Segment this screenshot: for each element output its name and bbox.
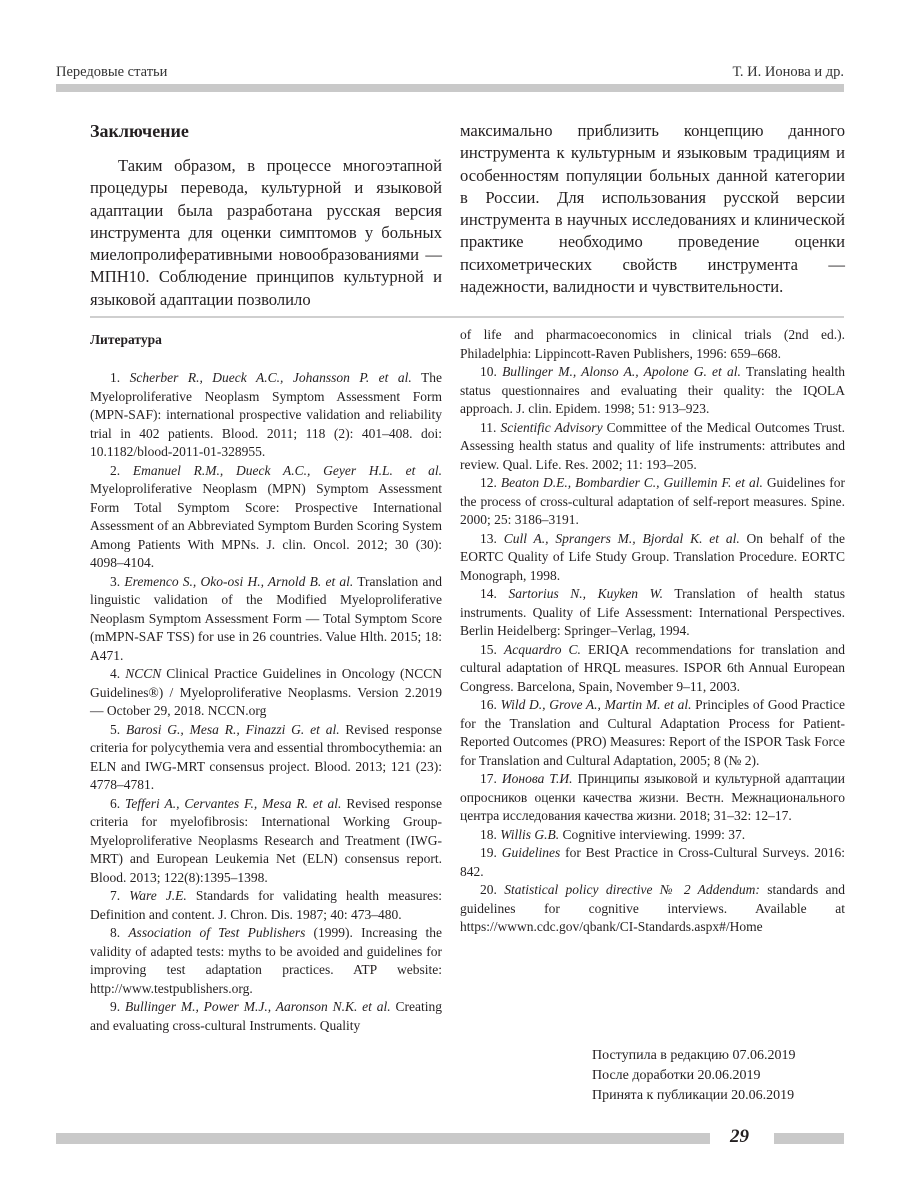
reference-number: 16.: [480, 697, 497, 712]
running-header-authors: Т. И. Ионова и др.: [732, 64, 844, 80]
reference-text: The Myeloproliferative Neoplasm Symptom Assessment Form (MPN-SAF): international prospective validation and reliability trial in 402 patients. Blood. 2011; 118 (2): 401–408. doi: 10.1182/blood-2011-01-328955.: [90, 370, 443, 459]
header-rule: [56, 84, 844, 92]
reference-number: 11.: [480, 419, 497, 435]
references-right-column: [460, 326, 845, 937]
reference-item: [460, 844, 845, 881]
conclusion-right-column: [460, 120, 845, 298]
conclusion-paragraph-right: максимально приблизить концепцию данного инструмента к культурным и языковым традициям и особенностям популяции больных данной категории в России. Для использования русской версии инструмента в научных исследованиях и клинической практике необходимо проведение оценки психометрических свойств инструмента — надежности, валидности и чувствительности.: [460, 121, 845, 297]
reference-item: [460, 826, 845, 845]
reference-text: Guidelines for the process of cross-cultural adaptation of self-report measures. Spine. 2000; 25: 3186–3191.: [460, 475, 845, 527]
section-divider: [90, 316, 844, 318]
reference-item: [90, 721, 442, 795]
reference-item: [460, 530, 845, 586]
reference-authors: Guidelines: [501, 845, 561, 860]
reference-text: standards and guidelines for cognitive interviews. Available at https://wwwn.cdc.gov/qbank/CI-Standards.aspx#/Home: [460, 882, 845, 934]
reference-item: [460, 585, 845, 641]
reference-item: [460, 419, 845, 475]
reference-text: Committee of the Medical Outcomes Trust. Assessing health status and quality of life instruments: attributes and review. Qual. Life. Res. 2002; 11: 193–205.: [460, 419, 846, 472]
reference-number: 10.: [480, 364, 497, 379]
footer-rule-left: [56, 1133, 710, 1144]
reference-text: Revised response criteria for polycythemia vera and essential thrombocythemia: an ELN and IWG-MRT consensus project. Blood. 2013; 121 (23): 4778–4781.: [90, 721, 443, 792]
reference-text: for Best Practice in Cross-Cultural Surveys. 2016: 842.: [460, 845, 846, 879]
reference-authors: Statistical policy directive № 2 Addendum:: [504, 882, 760, 897]
reference-authors: Scientific Advisory: [500, 419, 603, 435]
reference-text: ERIQA recommendations for translation and cultural adaptation of HRQL measures. ISPOR 6th Annual European Congress. Barcelona, Spain, November 9–11, 2003.: [460, 641, 845, 694]
submission-dates: [592, 1046, 796, 1106]
references-heading: Литература: [90, 332, 162, 347]
reference-text: Principles of Good Practice for the Translation and Cultural Adaptation Process for Patient-Reported Outcomes (PRO) Measures: Report of the ISPOR Task Force for Translation and Cultural Adaptation, 2005; 8 (№ 2).: [460, 697, 846, 768]
reference-authors: Ware J.E.: [129, 888, 187, 903]
reference-number: 15.: [480, 641, 497, 657]
conclusion-paragraph-left: Таким образом, в процессе многоэтапной процедуры перевода, культурной и языковой адаптации была разработана русская версия инструмента для оценки симптомов у больных миелопролиферативными новообразованиями — МПН10. Соблюдение принципов культурной и языковой адаптации позволило: [90, 156, 442, 309]
reference-text: Translation of health status instruments. Quality of Life Assessment: International Perspectives. Berlin Heidelberg: Springer–Verlag, 1994.: [460, 586, 845, 638]
reference-number: 1.: [110, 370, 121, 385]
reference-item: [90, 573, 442, 666]
page-number: 29: [730, 1126, 749, 1147]
references-left-column: [90, 331, 442, 1035]
reference-text: Standards for validating health measures: Definition and content. J. Chron. Dis. 1987; 40: 473–480.: [90, 888, 442, 922]
reference-authors: Tefferi A., Cervantes F., Mesa R. et al.: [125, 795, 342, 811]
reference-text: Creating and evaluating cross-cultural Instruments. Quality: [90, 999, 442, 1033]
conclusion-left-column: [90, 120, 442, 311]
reference-authors: Bullinger M., Alonso A., Apolone G. et al.: [502, 364, 741, 379]
reference-authors: Beaton D.E., Bombardier C., Guillemin F. et al.: [500, 475, 763, 490]
reference-authors: Wild D., Grove A., Martin M. et al.: [500, 697, 692, 712]
accepted-date: Принята к публикации 20.06.2019: [592, 1088, 795, 1103]
reference-continuation: of life and pharmacoeconomics in clinical trials (2nd ed.). Philadelphia: Lippincott-Raven Publishers, 1996: 659–668.: [460, 327, 845, 361]
received-date: Поступила в редакцию 07.06.2019: [592, 1048, 796, 1063]
reference-number: 19.: [480, 845, 497, 860]
reference-text: Revised response criteria for myelofibrosis: International Working Group-Myeloproliferative Neoplasms Research and Treatment (IWG-MRT) and European Leukemia Net (ELN) consensus report. Blood. 2013; 122(8):1395–1398.: [90, 795, 442, 885]
reference-item: [460, 770, 845, 826]
reference-number: 17.: [480, 771, 497, 786]
reference-authors: Sartorius N., Kuyken W.: [508, 586, 663, 601]
reference-text: Translation and linguistic validation of the Modified Myeloproliferative Neoplasm Symptom Assessment Form — Total Symptom Score (mMPN-SAF TSS) for use in 26 countries. Value Hlth. 2015; 18: A471.: [90, 573, 442, 663]
reference-item: [90, 462, 442, 573]
reference-text: Translating health status questionnaires and evaluating their quality: the IQOLA approach. J. clin. Epidem. 1998; 51: 913–923.: [460, 364, 845, 416]
reference-text: Принципы языковой и культурной адаптации опросников оценки качества жизни. Вестн. Межнационального центра исследования качества жизни. 2018; 31–32: 12–17.: [460, 771, 845, 823]
reference-item: [90, 924, 442, 998]
reference-item: [460, 363, 845, 419]
reference-number: 13.: [480, 530, 497, 546]
reference-authors: Cull A., Sprangers M., Bjordal K. et al.: [503, 530, 740, 546]
reference-authors: Emanuel R.M., Dueck A.C., Geyer H.L. et al.: [132, 462, 442, 478]
reference-item: [460, 881, 845, 937]
reference-number: 2.: [110, 462, 121, 478]
reference-item: [460, 474, 845, 530]
reference-number: 12.: [480, 475, 497, 490]
reference-item: [90, 998, 442, 1035]
reference-text: (1999). Increasing the validity of adapted tests: myths to be avoided and guidelines for improving test adaptation practices. ATP website: http://www.testpublishers.org.: [90, 925, 442, 996]
reference-number: 14.: [480, 586, 497, 601]
reference-number: 18.: [480, 826, 497, 842]
reference-item: [90, 369, 442, 462]
reference-number: 7.: [110, 888, 121, 903]
footer-rule-right: [774, 1133, 844, 1144]
revised-date: После доработки 20.06.2019: [592, 1068, 761, 1083]
reference-authors: NCCN: [125, 666, 162, 681]
running-header-section: Передовые статьи: [56, 64, 168, 80]
reference-authors: Scherber R., Dueck A.C., Johansson P. et al.: [129, 370, 412, 385]
reference-number: 20.: [480, 882, 497, 897]
reference-text: Cognitive interviewing. 1999: 37.: [559, 826, 746, 842]
reference-item: [90, 887, 442, 924]
reference-number: 4.: [110, 666, 121, 681]
reference-item: [90, 665, 442, 721]
reference-authors: Willis G.B.: [500, 826, 560, 842]
reference-authors: Bullinger M., Power M.J., Aaronson N.K. et al.: [124, 999, 391, 1014]
reference-text: Clinical Practice Guidelines in Oncology (NCCN Guidelines®) / Myeloproliferative Neoplasms. Version 2.2019 — October 29, 2018. NCCN.org: [90, 666, 443, 718]
reference-authors: Barosi G., Mesa R., Finazzi G. et al.: [125, 721, 340, 737]
reference-authors: Association of Test Publishers: [128, 925, 306, 940]
reference-item: [90, 795, 442, 888]
reference-text: On behalf of the EORTC Quality of Life Study Group. Translation Procedure. EORTC Monograph, 1998.: [460, 530, 845, 583]
reference-number: 6.: [110, 795, 121, 811]
reference-item: [460, 641, 845, 697]
conclusion-heading: Заключение: [90, 121, 189, 141]
reference-authors: Acquardro C.: [503, 641, 581, 657]
reference-number: 8.: [110, 925, 121, 940]
reference-number: 9.: [110, 999, 121, 1014]
reference-number: 5.: [110, 721, 121, 737]
reference-authors: Eremenco S., Oko-osi H., Arnold B. et al.: [124, 573, 354, 589]
reference-authors: Ионова Т.И.: [501, 771, 573, 786]
reference-text: Myeloproliferative Neoplasm (MPN) Symptom Assessment Form Total Symptom Score: Prospective International Assessment of an Abbreviated Symptom Burden Scoring System Among Patients With MPNs. J. clin. Oncol. 2012; 30 (30): 4098–4104.: [90, 481, 442, 570]
reference-item: [460, 696, 845, 770]
reference-number: 3.: [110, 573, 121, 589]
